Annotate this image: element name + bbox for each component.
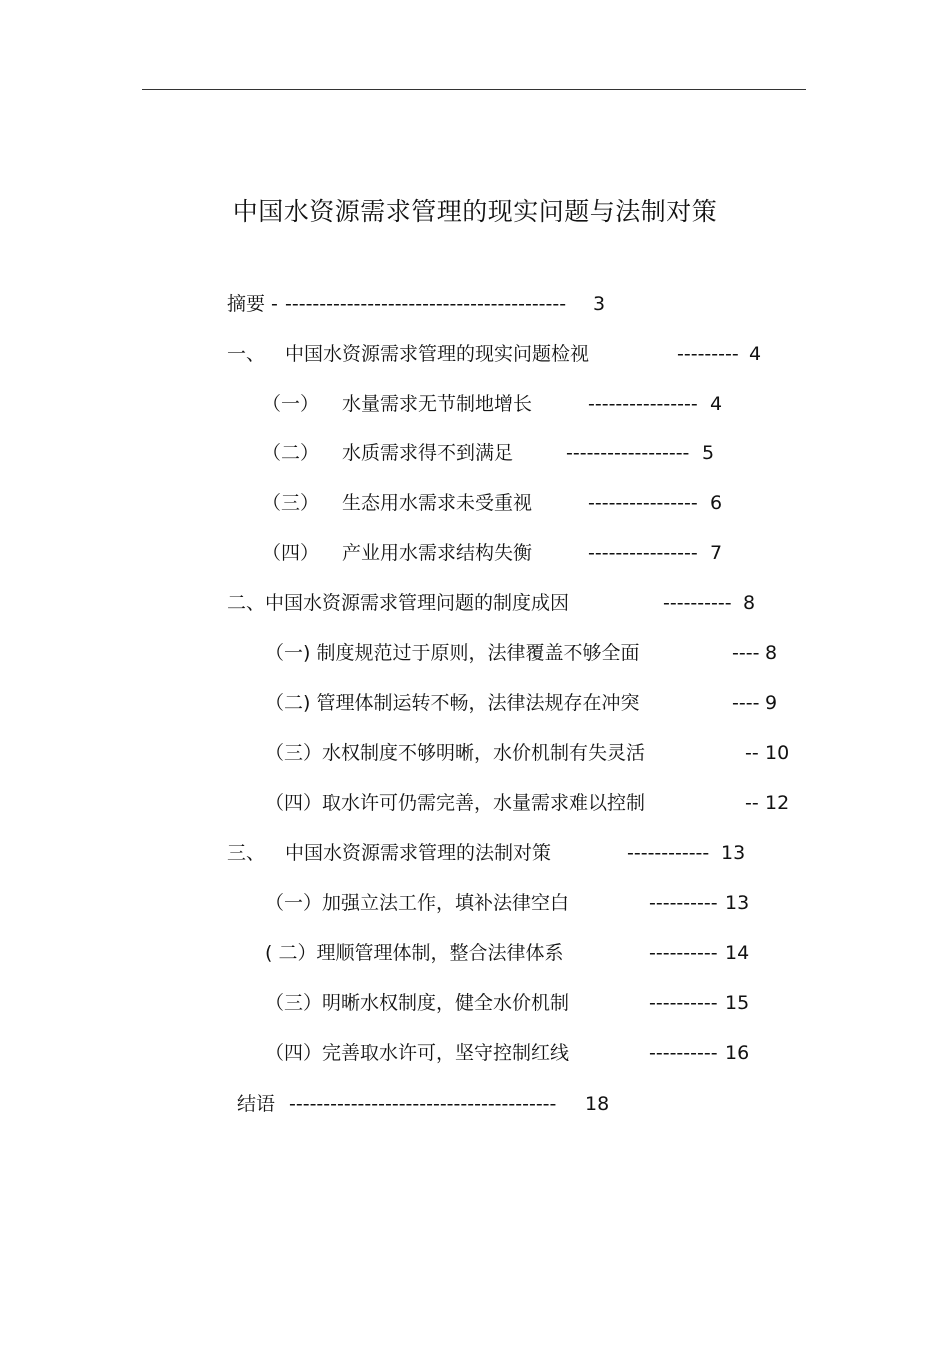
toc-leader: ---------- [663, 592, 732, 614]
toc-entry-label: （四）完善取水许可，坚守控制红线 [265, 1042, 570, 1064]
toc-page-number: 4 [710, 393, 723, 415]
toc-page-number: 4 [749, 343, 762, 365]
toc-leader: ---------- [649, 1042, 718, 1064]
toc-leader: -- [745, 742, 759, 764]
toc-entry-section-1-4[interactable] [262, 541, 742, 565]
toc-page-number: 14 [725, 942, 750, 964]
toc-page-number: 6 [710, 492, 723, 514]
toc-entry-section-2[interactable] [227, 591, 767, 615]
toc-entry-section-1[interactable] [227, 342, 787, 366]
toc-leader: ------------------ [566, 442, 690, 464]
toc-leader: ---- [732, 692, 760, 714]
toc-entry-label: 水量需求无节制地增长 [342, 393, 533, 415]
toc-entry-number: 一、 [227, 343, 266, 365]
toc-page-number: 12 [765, 792, 790, 814]
toc-page-number: 3 [593, 293, 606, 315]
toc-entry-label: 生态用水需求未受重视 [342, 492, 533, 514]
toc-page-number: 5 [702, 442, 715, 464]
toc-entry-label: 摘要 - [227, 293, 278, 315]
toc-leader: ---- [732, 642, 760, 664]
toc-entry-section-3-1[interactable] [265, 891, 765, 915]
toc-leader: ---------- [649, 942, 718, 964]
toc-leader: ---------- [649, 992, 718, 1014]
toc-entry-section-3-2[interactable] [265, 941, 765, 965]
toc-entry-section-1-2[interactable] [262, 441, 742, 465]
toc-page-number: 15 [725, 992, 750, 1014]
toc-leader: ---------------- [588, 542, 698, 564]
toc-entry-label: 中国水资源需求管理的法制对策 [285, 842, 552, 864]
toc-entry-section-2-3[interactable] [265, 741, 805, 765]
toc-entry-number: （一） [262, 393, 320, 415]
toc-page-number: 13 [721, 842, 746, 864]
toc-entry-label: （三）明晰水权制度，健全水价机制 [265, 992, 570, 1014]
toc-entry-abstract[interactable] [227, 292, 627, 316]
toc-entry-label: （一）加强立法工作，填补法律空白 [265, 892, 570, 914]
toc-leader: --------------------------------------- [289, 1093, 557, 1115]
toc-leader: ------------ [627, 842, 710, 864]
toc-entry-section-3[interactable] [227, 841, 767, 865]
toc-entry-number: （四） [262, 542, 320, 564]
toc-entry-section-1-1[interactable] [262, 392, 742, 416]
toc-leader: -- [745, 792, 759, 814]
toc-entry-label: （一) 制度规范过于原则，法律覆盖不够全面 [265, 642, 640, 664]
toc-entry-number: 三、 [227, 842, 266, 864]
toc-leader: --------- [677, 343, 739, 365]
toc-entry-label: （二) 管理体制运转不畅，法律法规存在冲突 [265, 692, 640, 714]
toc-entry-label: 结语 [237, 1093, 276, 1115]
header-rule [142, 89, 806, 90]
toc-entry-label: 水质需求得不到满足 [342, 442, 514, 464]
toc-page-number: 10 [765, 742, 790, 764]
toc-entry-label: 二、中国水资源需求管理问题的制度成因 [227, 592, 570, 614]
toc-entry-number: （三） [262, 492, 320, 514]
toc-entry-section-1-3[interactable] [262, 491, 742, 515]
toc-entry-number: （二） [262, 442, 320, 464]
toc-page-number: 8 [743, 592, 756, 614]
toc-leader: ---------------- [588, 393, 698, 415]
toc-page-number: 18 [585, 1093, 610, 1115]
toc-entry-label: （三）水权制度不够明晰，水价机制有失灵活 [265, 742, 646, 764]
toc-entry-section-2-1[interactable] [265, 641, 795, 665]
toc-leader: ----------------------------------------- [285, 293, 567, 315]
toc-page-number: 7 [710, 542, 723, 564]
toc-entry-section-2-4[interactable] [265, 791, 805, 815]
toc-entry-label: （四）取水许可仍需完善，水量需求难以控制 [265, 792, 646, 814]
toc-page-number: 13 [725, 892, 750, 914]
toc-entry-label: 中国水资源需求管理的现实问题检视 [285, 343, 590, 365]
document-title: 中国水资源需求管理的现实问题与法制对策 [232, 197, 718, 226]
toc-page-number: 16 [725, 1042, 750, 1064]
toc-entry-section-3-4[interactable] [265, 1041, 765, 1065]
toc-leader: ---------- [649, 892, 718, 914]
toc-entry-conclusion[interactable] [237, 1092, 637, 1116]
toc-entry-label: 产业用水需求结构失衡 [342, 542, 533, 564]
toc-page-number: 8 [765, 642, 778, 664]
toc-page-number: 9 [765, 692, 778, 714]
toc-entry-section-3-3[interactable] [265, 991, 765, 1015]
toc-leader: ---------------- [588, 492, 698, 514]
toc-entry-section-2-2[interactable] [265, 691, 795, 715]
toc-entry-label: ( 二）理顺管理体制，整合法律体系 [265, 942, 564, 964]
